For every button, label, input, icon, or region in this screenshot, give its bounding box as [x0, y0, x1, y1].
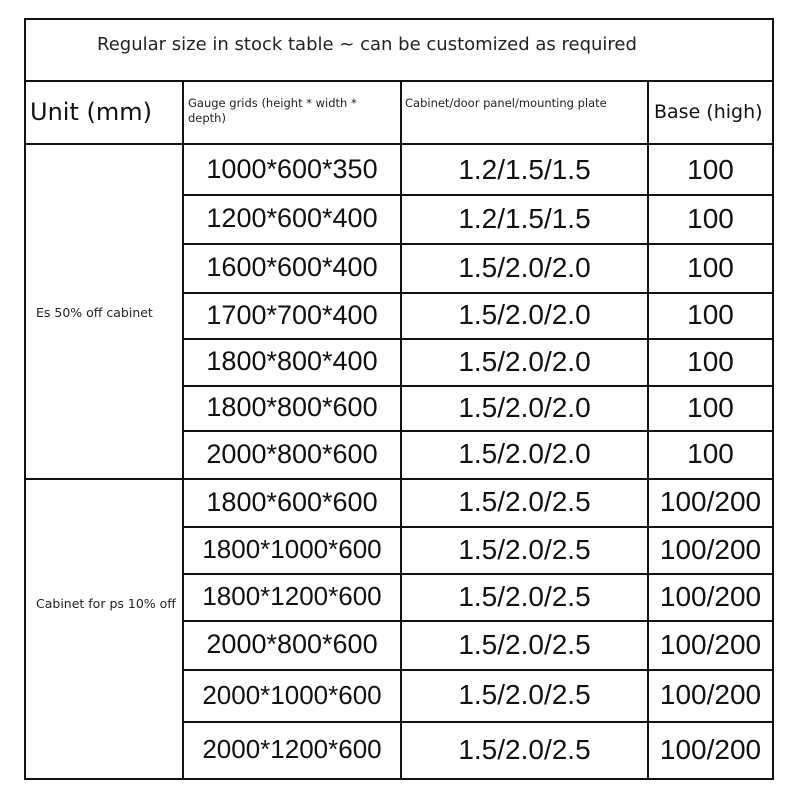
- header-unit: Unit (mm): [30, 98, 152, 126]
- table-border-bottom: [24, 778, 774, 780]
- header-base: Base (high): [654, 101, 763, 123]
- title-divider: [24, 80, 774, 82]
- cell-thickness: 1.5/2.0/2.0: [458, 345, 591, 377]
- cell-base: 100: [687, 438, 734, 469]
- cell-size: 1700*700*400: [206, 299, 378, 330]
- cell-size: 1800*1000*600: [202, 534, 382, 564]
- cell-thickness: 1.5/2.0/2.0: [458, 299, 591, 330]
- cell-base: 100/200: [659, 733, 762, 765]
- cell-base: 100/200: [659, 580, 762, 612]
- header-gauge: Gauge grids (height * width * depth): [188, 96, 357, 125]
- cell-base: 100/200: [659, 533, 762, 565]
- cell-thickness: 1.5/2.0/2.5: [458, 733, 591, 765]
- cell-base: 100/200: [659, 628, 762, 660]
- cell-size: 1600*600*400: [206, 252, 378, 282]
- cell-base: 100: [687, 299, 734, 330]
- table-border-right: [772, 18, 774, 780]
- cell-base: 100: [687, 345, 734, 377]
- cell-size: 2000*800*600: [206, 438, 378, 469]
- cell-base: 100: [687, 251, 734, 283]
- cell-thickness: 1.5/2.0/2.5: [458, 679, 591, 710]
- cell-size: 1800*800*600: [206, 392, 378, 422]
- cell-size: 1200*600*400: [206, 203, 378, 233]
- table-border-left: [24, 18, 26, 780]
- cell-thickness: 1.5/2.0/2.0: [458, 438, 591, 469]
- cell-size: 2000*1200*600: [202, 734, 382, 764]
- cell-size: 1800*600*600: [206, 486, 378, 517]
- cell-base: 100/200: [659, 486, 762, 517]
- cell-thickness: 1.5/2.0/2.5: [458, 533, 591, 565]
- cell-thickness: 1.5/2.0/2.5: [458, 486, 591, 517]
- cell-base: 100: [687, 153, 734, 185]
- cell-thickness: 1.5/2.0/2.0: [458, 391, 591, 423]
- cell-thickness: 1.5/2.0/2.5: [458, 628, 591, 660]
- group-label-ps: Cabinet for ps 10% off: [36, 596, 176, 611]
- cell-size: 1800*1200*600: [202, 581, 382, 611]
- cell-size: 1800*800*400: [206, 346, 378, 376]
- table-border-top: [24, 18, 774, 20]
- cell-thickness: 1.5/2.0/2.0: [458, 251, 591, 283]
- cell-thickness: 1.2/1.5/1.5: [458, 153, 591, 185]
- cell-size: 1000*600*350: [206, 154, 378, 184]
- cell-size: 2000*1000*600: [202, 679, 382, 710]
- cell-base: 100: [687, 202, 734, 234]
- header-thickness: Cabinet/door panel/mounting plate: [405, 96, 607, 110]
- group-label-es: Es 50% off cabinet: [36, 305, 153, 320]
- cell-thickness: 1.5/2.0/2.5: [458, 580, 591, 612]
- table-title: Regular size in stock table ~ can be customized as required: [97, 34, 637, 55]
- cell-thickness: 1.2/1.5/1.5: [458, 202, 591, 234]
- cell-base: 100: [687, 391, 734, 423]
- cell-base: 100/200: [659, 679, 762, 710]
- cell-size: 2000*800*600: [206, 629, 378, 659]
